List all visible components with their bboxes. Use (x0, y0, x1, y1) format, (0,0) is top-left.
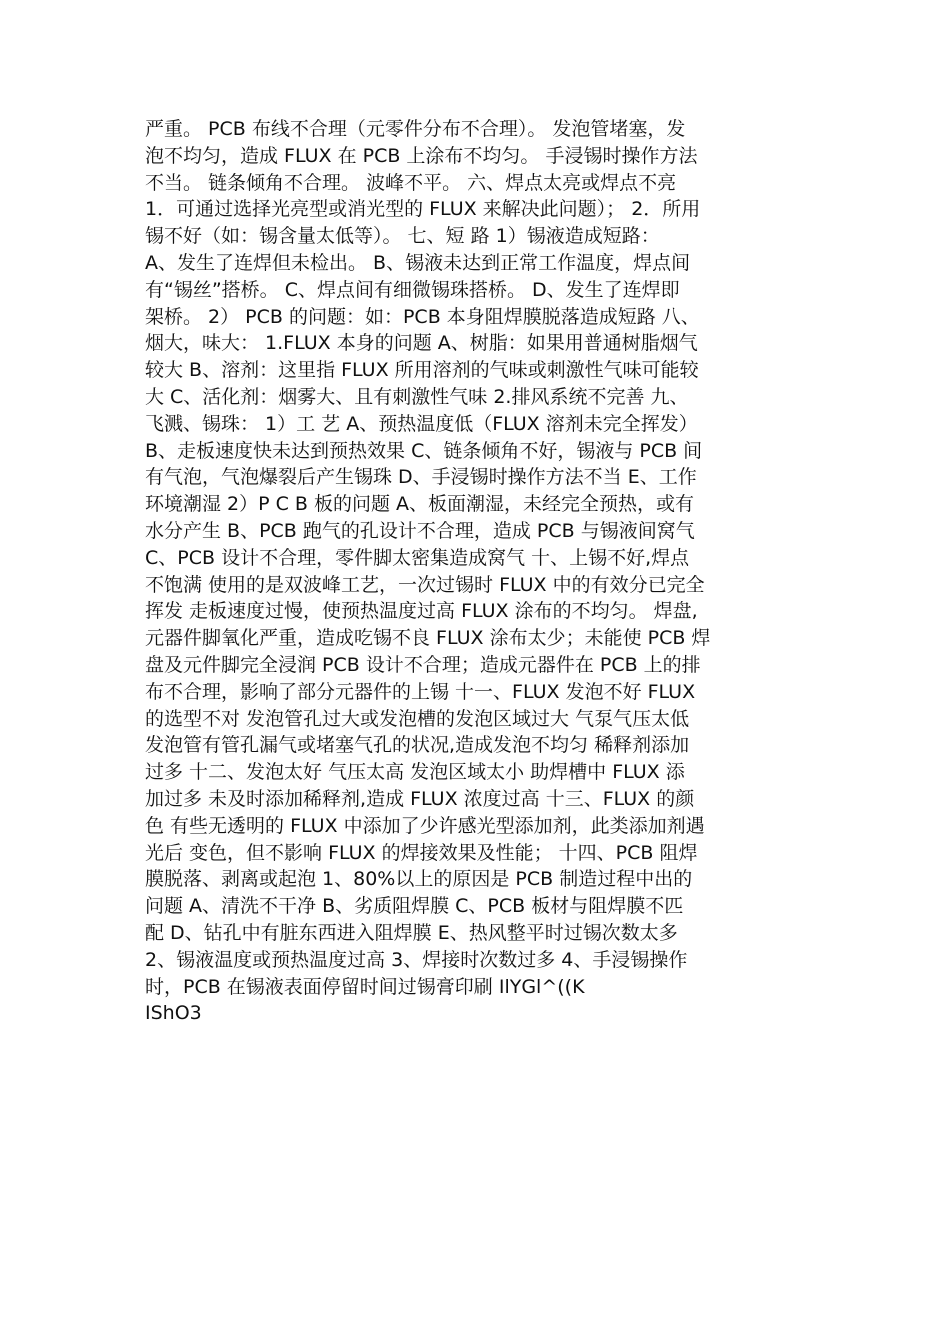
text-line: 色 有些无透明的 FLUX 中添加了少许感光型添加剂，此类添加剂遇 (145, 814, 705, 837)
text-line: 不当。 链条倾角不合理。 波峰不平。 六、焊点太亮或焊点不亮 (145, 171, 677, 194)
text-line: 烟大，味大： 1.FLUX 本身的问题 A、树脂：如果用普通树脂烟气 (145, 332, 698, 355)
text-line: 配 D、钻孔中有脏东西进入阻焊膜 E、热风整平时过锡次数太多 (145, 921, 678, 944)
text-line: 不饱满 使用的是双波峰工艺，一次过锡时 FLUX 中的有效分已完全 (145, 573, 705, 596)
text-line: 有“锡丝”搭桥。 C、焊点间有细微锡珠搭桥。 D、发生了连焊即 (145, 278, 680, 301)
text-line: 较大 B、溶剂：这里指 FLUX 所用溶剂的气味或刺激性气味可能较 (145, 359, 699, 382)
text-line: B、走板速度快未达到预热效果 C、链条倾角不好，锡液与 PCB 间 (145, 439, 703, 462)
text-line: 2、锡液温度或预热温度过高 3、焊接时次数过多 4、手浸锡操作 (145, 948, 688, 971)
body-text (145, 116, 815, 1027)
text-line: 加过多 未及时添加稀释剂,造成 FLUX 浓度过高 十三、FLUX 的颜 (145, 787, 695, 810)
text-line: 布不合理，影响了部分元器件的上锡 十一、FLUX 发泡不好 FLUX (145, 680, 696, 703)
text-line: 的选型不对 发泡管孔过大或发泡槽的发泡区域过大 气泵气压太低 (145, 707, 690, 730)
text-line: 挥发 走板速度过慢，使预热温度过高 FLUX 涂布的不均匀。 焊盘, (145, 600, 698, 623)
text-line: 盘及元件脚完全浸润 PCB 设计不合理；造成元器件在 PCB 上的排 (145, 653, 701, 676)
text-line: 有气泡，气泡爆裂后产生锡珠 D、手浸锡时操作方法不当 E、工作 (145, 466, 697, 489)
text-line: C、PCB 设计不合理，零件脚太密集造成窝气 十、上锡不好,焊点 (145, 546, 690, 569)
text-line: 光后 变色，但不影响 FLUX 的焊接效果及性能； 十四、PCB 阻焊 (145, 841, 698, 864)
text-line: IShO3 (145, 1002, 202, 1025)
text-line: 元器件脚氧化严重，造成吃锡不良 FLUX 涂布太少；未能使 PCB 焊 (145, 627, 711, 650)
text-line: 严重。 PCB 布线不合理（元零件分布不合理）。 发泡管堵塞，发 (145, 118, 686, 140)
text-line: 水分产生 B、PCB 跑气的孔设计不合理，造成 PCB 与锡液间窝气 (145, 519, 695, 542)
text-line: 飞溅、锡珠： 1）工 艺 A、预热温度低（FLUX 溶剂未完全挥发） (145, 412, 698, 435)
text-line: 锡不好（如：锡含量太低等）。 七、短 路 1）锡液造成短路： (145, 225, 660, 248)
text-line: 时，PCB 在锡液表面停留时间过锡膏印刷 IlYGl^((K (145, 975, 585, 998)
text-line: 1．可通过选择光亮型或消光型的 FLUX 来解决此问题）； 2．所用 (145, 198, 701, 221)
text-line: 问题 A、清洗不干净 B、劣质阻焊膜 C、PCB 板材与阻焊膜不匹 (145, 895, 684, 918)
text-line: 泡不均匀，造成 FLUX 在 PCB 上涂布不均匀。 手浸锡时操作方法 (145, 144, 698, 167)
text-line: 发泡管有管孔漏气或堵塞气孔的状况,造成发泡不均匀 稀释剂添加 (145, 734, 690, 757)
text-line: A、发生了连焊但未检出。 B、锡液未达到正常工作温度，焊点间 (145, 251, 691, 274)
text-line: 膜脱落、剥离或起泡 1、80%以上的原因是 PCB 制造过程中出的 (145, 868, 693, 891)
text-line: 架桥。 2） PCB 的问题：如：PCB 本身阻焊膜脱落造成短路 八、 (145, 305, 700, 328)
text-line: 环境潮湿 2）P C B 板的问题 A、板面潮湿，未经完全预热，或有 (145, 493, 695, 516)
text-line: 大 C、活化剂：烟雾大、且有刺激性气味 2.排风系统不完善 九、 (145, 385, 689, 408)
text-line: 过多 十二、发泡太好 气压太高 发泡区域太小 助焊槽中 FLUX 添 (145, 761, 685, 784)
